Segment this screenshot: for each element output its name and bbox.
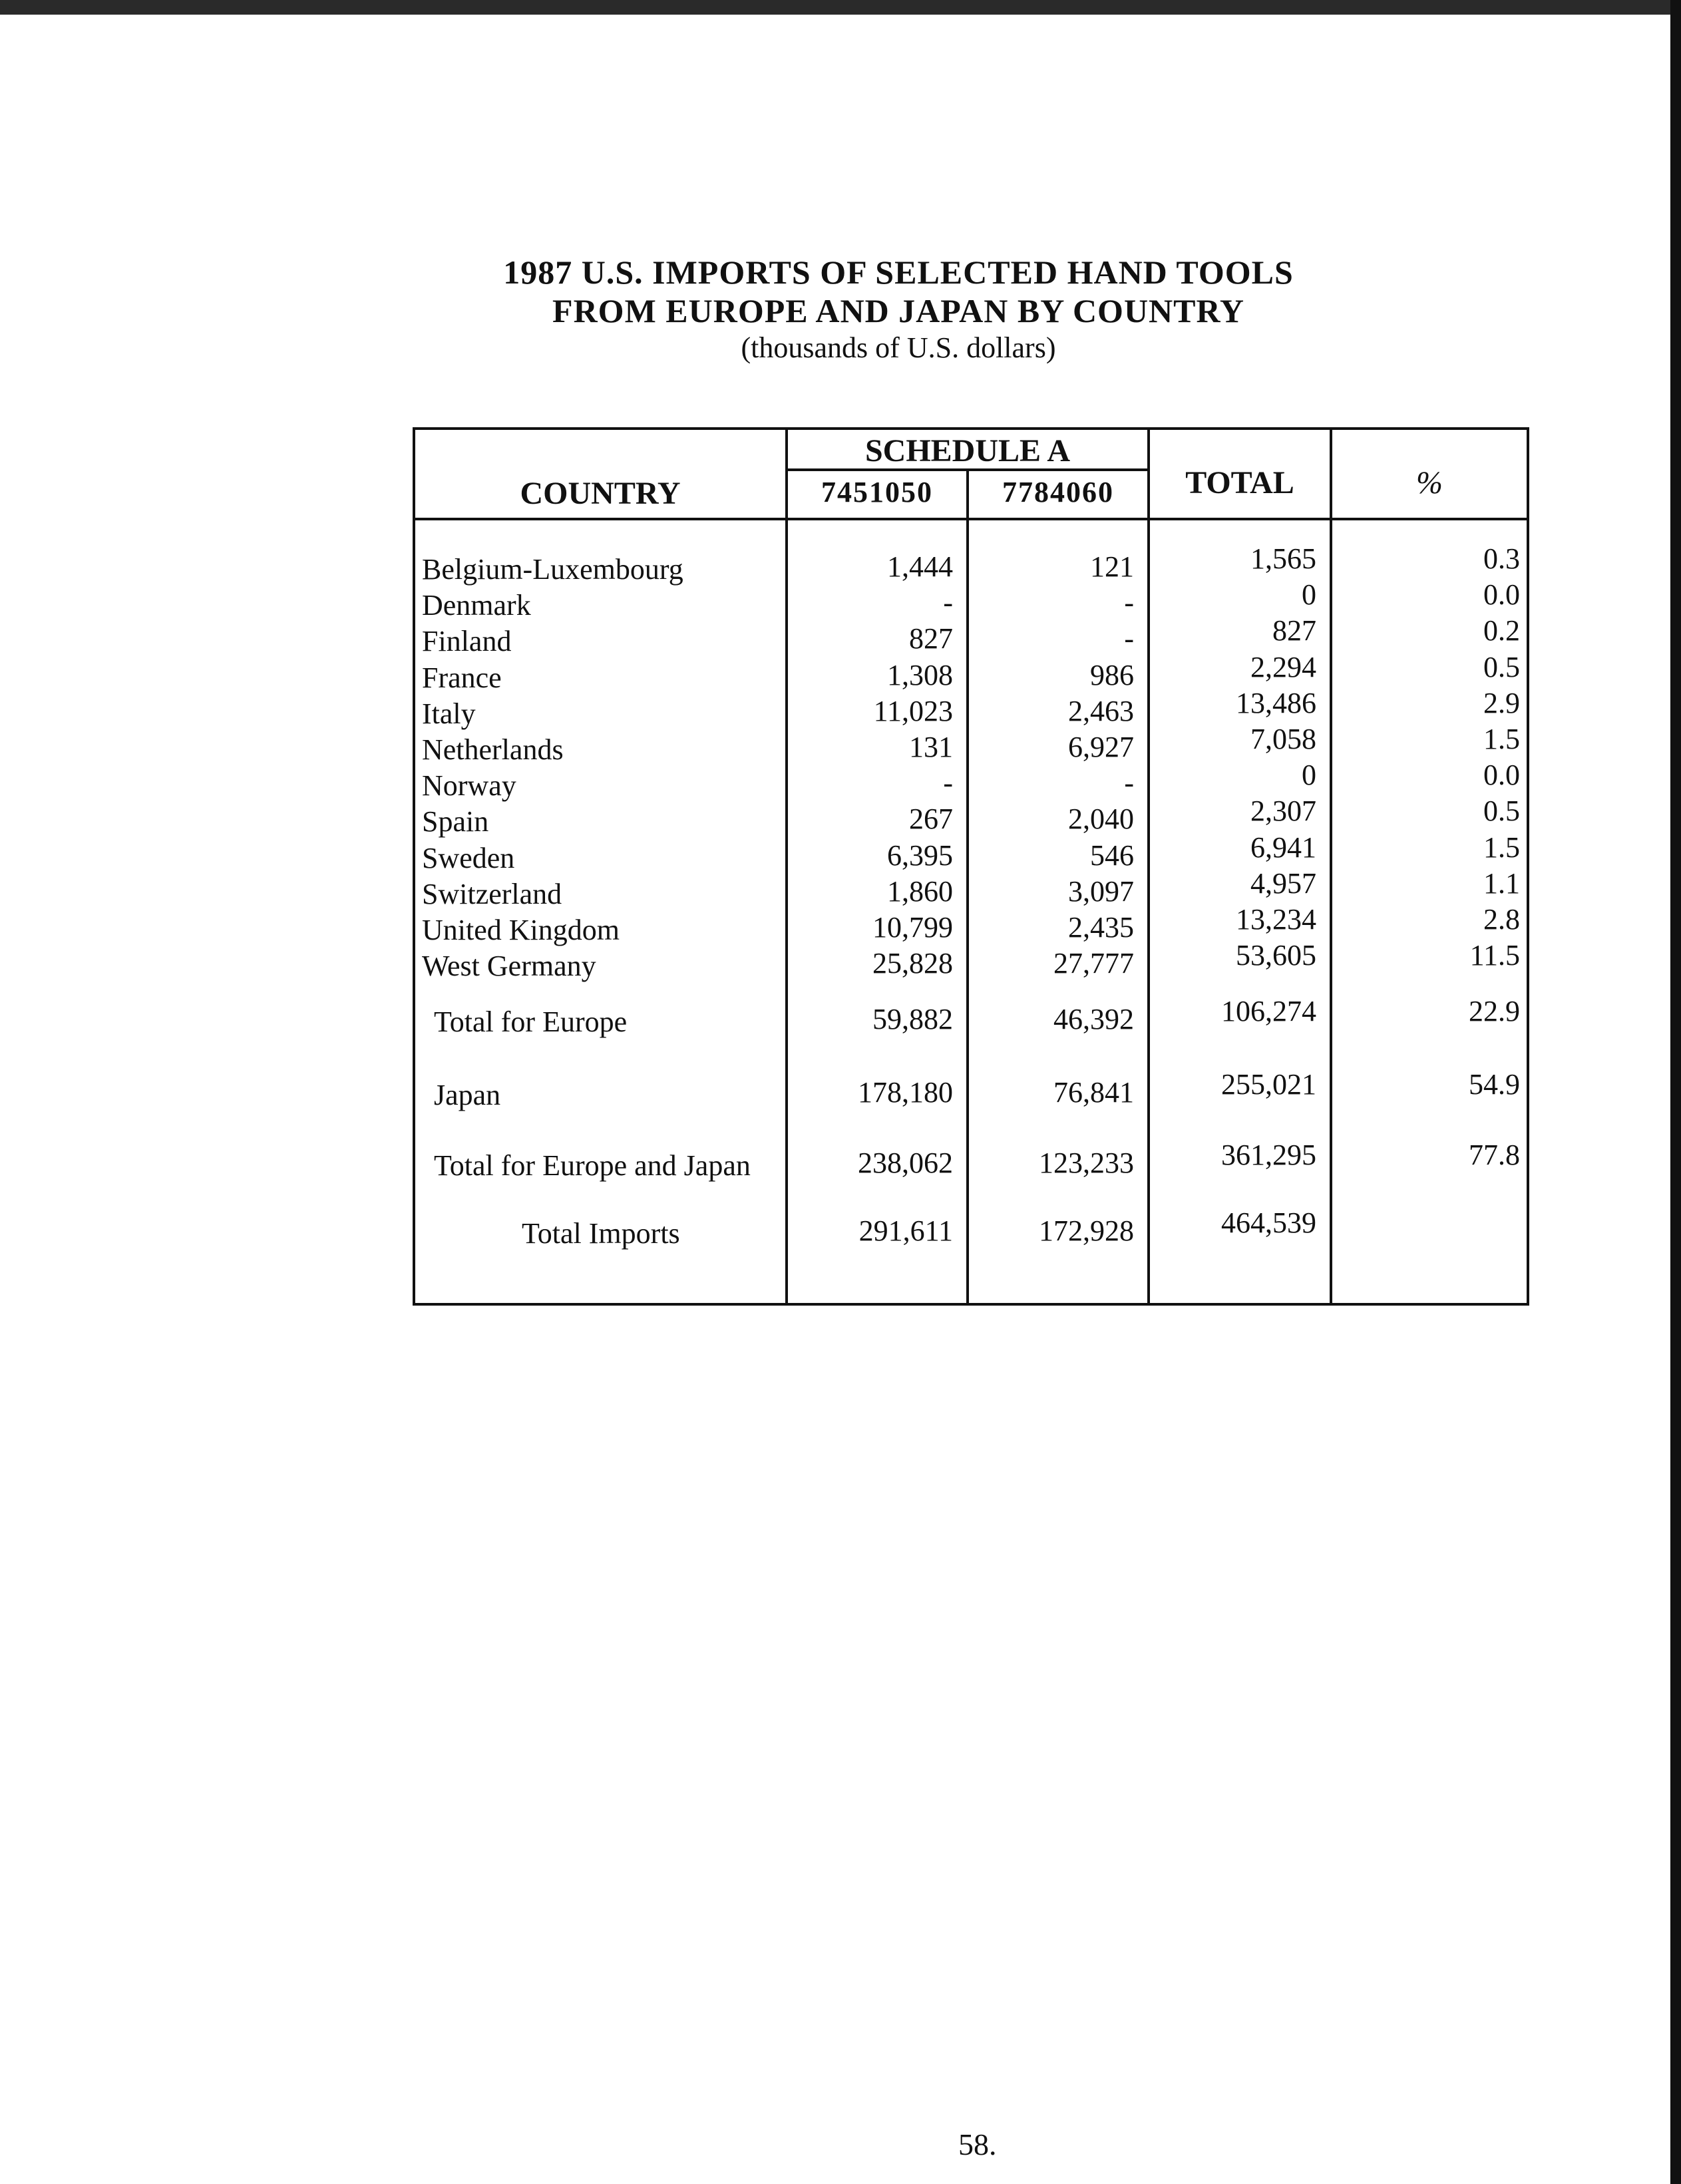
row-country-name: Total for Europe and Japan [434,1149,751,1182]
row-value-c2: 123,233 [1039,1147,1134,1179]
row-country-name: Spain [422,805,489,838]
row-value-c2: 986 [1090,658,1134,691]
row-value-c1: 1,308 [887,658,953,691]
row-value-pct: 2.9 [1483,686,1520,719]
row-value-pct: 0.2 [1483,614,1520,647]
row-value-pct: 54.9 [1469,1068,1520,1101]
row-value-c1: - [943,767,953,800]
row-value-c1: 1,444 [887,550,953,583]
page-number: 58. [958,2127,997,2161]
row-value-pct: 0.5 [1483,650,1520,683]
row-value-c1: 267 [909,803,953,836]
row-value-c1: 11,023 [873,694,953,727]
row-value-c1: 238,062 [858,1147,953,1179]
row-value-c2: 27,777 [1053,947,1134,980]
row-country-name: France [422,661,502,694]
document-title [373,253,1424,366]
header-country: COUNTRY [520,476,681,511]
row-value-c1: 59,882 [872,1003,953,1035]
header-code-7451050: 7451050 [821,476,933,508]
row-value-total: 361,295 [1221,1139,1316,1171]
row-value-c2: 46,392 [1053,1003,1134,1035]
header-total: TOTAL [1185,465,1294,500]
row-country-name: Italy [422,697,476,730]
row-value-total: 827 [1272,614,1316,647]
row-country-name: Total for Europe [434,1005,628,1038]
row-value-pct: 1.1 [1483,866,1520,900]
row-value-total: 53,605 [1236,939,1316,972]
row-value-pct: 0.0 [1483,578,1520,612]
row-value-total: 0 [1302,759,1316,792]
row-value-c2: 2,040 [1068,803,1134,836]
row-value-total: 13,486 [1236,686,1316,719]
row-value-c2: 2,435 [1068,911,1134,944]
row-value-total: 2,307 [1250,795,1316,828]
row-value-pct: 77.8 [1469,1139,1520,1171]
row-value-c2: 3,097 [1068,874,1134,908]
row-value-c1: 10,799 [872,911,953,944]
row-country-name: Netherlands [422,733,564,766]
row-value-pct: 0.0 [1483,759,1520,792]
row-value-pct: 1.5 [1483,723,1520,755]
row-country-name: Denmark [422,589,531,622]
header-code-7784060: 7784060 [1002,476,1114,508]
row-value-c1: 1,860 [887,874,953,908]
row-value-c2: 121 [1090,550,1134,583]
imports-table [413,427,1529,1306]
row-value-total: 4,957 [1250,866,1316,900]
row-value-c1: 131 [909,731,953,763]
row-value-c1: 178,180 [858,1076,953,1109]
row-value-c1: 25,828 [872,947,953,980]
title-line-1: 1987 U.S. IMPORTS OF SELECTED HAND TOOLS [503,254,1294,291]
row-value-pct: 1.5 [1483,830,1520,864]
row-value-total: 7,058 [1250,723,1316,755]
row-value-c2: - [1124,767,1134,800]
row-value-c1: 291,611 [858,1214,953,1247]
row-country-name: Norway [422,769,516,803]
row-value-total: 2,294 [1250,650,1316,683]
row-value-total: 13,234 [1236,903,1316,936]
header-percent: % [1416,465,1443,500]
row-value-c2: 546 [1090,838,1134,872]
title-units: (thousands of U.S. dollars) [741,331,1056,364]
title-line-2: FROM EUROPE AND JAPAN BY COUNTRY [552,292,1244,329]
row-value-total: 0 [1302,578,1316,612]
scan-right-edge [1670,0,1681,2184]
row-value-c2: - [1124,586,1134,620]
row-value-c2: 172,928 [1039,1214,1134,1247]
row-value-pct: 22.9 [1469,995,1520,1027]
row-value-c1: - [943,586,953,620]
row-country-name: Japan [434,1079,501,1111]
row-value-pct: 0.5 [1483,795,1520,828]
row-country-name: West Germany [422,950,596,983]
row-value-pct: 0.3 [1483,542,1520,575]
row-value-c1: 6,395 [887,838,953,872]
scan-top-edge [0,0,1681,15]
row-country-name: United Kingdom [422,914,620,946]
row-value-pct [1332,1204,1520,1242]
row-value-c2: 76,841 [1053,1076,1134,1109]
row-value-c2: - [1124,622,1134,655]
row-value-pct: 2.8 [1483,903,1520,936]
row-value-c1: 827 [909,622,953,655]
row-value-total: 464,539 [1221,1206,1316,1239]
row-country-name: Total Imports [522,1217,680,1250]
row-value-total: 106,274 [1221,995,1316,1027]
row-value-total: 6,941 [1250,830,1316,864]
row-value-total: 255,021 [1221,1068,1316,1101]
row-country-name: Finland [422,625,512,658]
row-country-name: Sweden [422,841,515,874]
row-country-name: Switzerland [422,877,562,910]
row-value-c2: 6,927 [1068,731,1134,763]
row-value-pct: 11.5 [1469,939,1520,972]
row-country-name: Belgium-Luxembourg [422,553,683,586]
row-value-c2: 2,463 [1068,694,1134,727]
header-divider [415,518,1527,520]
row-value-total: 1,565 [1250,542,1316,575]
header-schedule-a: SCHEDULE A [864,433,1071,468]
